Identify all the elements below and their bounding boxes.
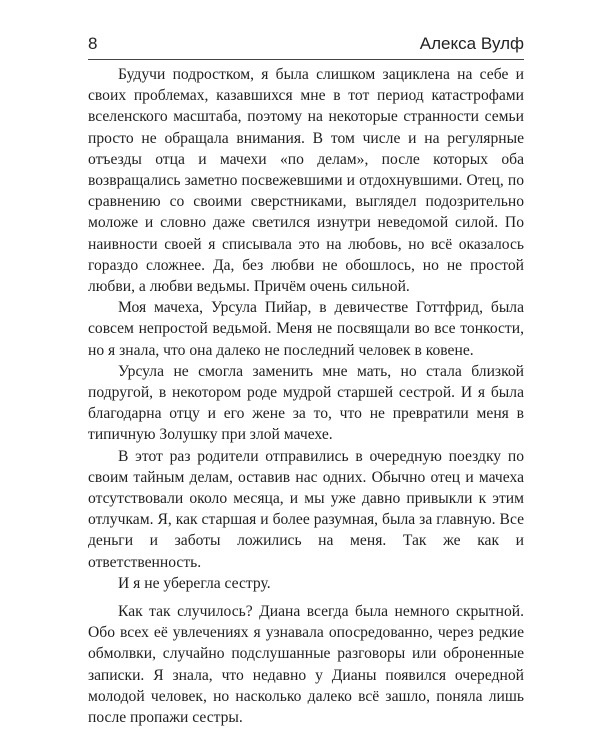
author-name: Алекса Вулф: [419, 34, 524, 53]
paragraph: Как так случилось? Диана всегда была немного скрытной. Обо всех её увлечениях я узнавала опосредованно, через редкие обмолвки, случайно подслушанные разговоры или оброненные записки. Я знала, что недавно у Дианы появился очередной молодой человек, но насколько далеко всё зашло, поняла лишь после пропажи сестры.: [88, 603, 524, 727]
body-text: [88, 64, 524, 728]
paragraph: Урсула не смогла заменить мне мать, но стала близкой подругой, в некотором роде мудрой старшей сестрой. И я была благодарна отцу и его жене за то, что не превратили меня в типичную Золушку при злой мачехе.: [88, 362, 524, 444]
paragraph: Будучи подростком, я была слишком зациклена на себе и своих проблемах, казавшихся мне в тот период катастрофами вселенского масштаба, поэтому на некоторые странности семьи просто не обращала внимания. В том числе и на регулярные отъезды отца и мачехи «по делам», после которых оба возвращались заметно посвежевшими и отдохнувшими. Отец, по сравнению со своими сверстниками, выглядел подозрительно моложе и словно даже светился изнутри неведомой силой. По наивности своей я списывала это на любовь, но всё оказалось гораздо сложнее. Да, без любви не обошлось, но не простой любви, а любви ведьмы. Причём очень сильной.: [88, 66, 524, 296]
paragraph: В этот раз родители отправились в очередную поездку по своим тайным делам, оставив нас одних. Обычно отец и мачеха отсутствовали около месяца, и мы уже давно привыкли к этим отлучкам. Я, как старшая и более разумная, была за главную. Все деньги и заботы ложились на меня. Так же как и ответственность.: [88, 447, 524, 571]
running-head: [88, 34, 524, 58]
paragraph: Моя мачеха, Урсула Пийар, в девичестве Готтфрид, была совсем непростой ведьмой. Меня не посвящали во все тонкости, но я знала, что она далеко не последний человек в ковене.: [88, 299, 524, 359]
paragraph: И я не уберегла сестру.: [118, 574, 271, 592]
page-number: 8: [88, 34, 98, 53]
header-rule: [88, 59, 524, 60]
